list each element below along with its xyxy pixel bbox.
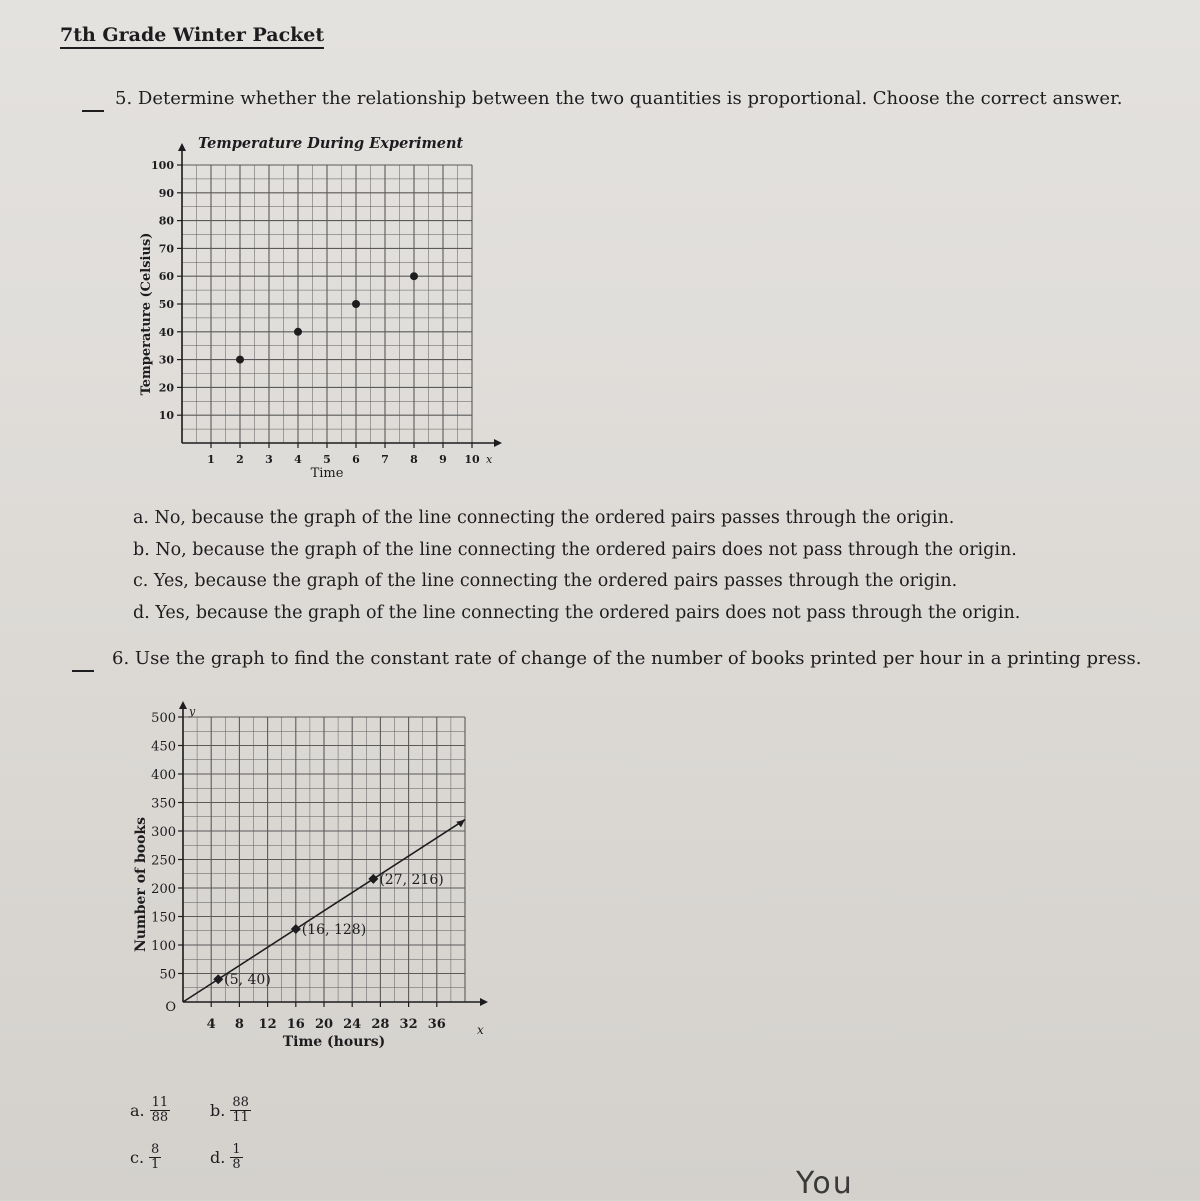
y-tick-label: O (165, 1000, 176, 1015)
y-tick-label: 250 (151, 853, 176, 869)
question-5-choices (133, 503, 1020, 629)
answer-blank-6[interactable] (72, 670, 94, 672)
x-axis-arrow-icon (480, 998, 488, 1006)
x-tick-label: 32 (399, 1017, 418, 1032)
x-axis-label: Time (310, 466, 344, 481)
x-tick-label: 24 (343, 1017, 362, 1032)
x-tick-label: 5 (323, 453, 331, 466)
choice-6c[interactable] (130, 1143, 161, 1172)
x-tick-label: 2 (236, 453, 244, 466)
x-axis-arrow-icon (494, 439, 502, 447)
x-tick-label: 8 (234, 1017, 244, 1032)
y-axis-label: Number of books (133, 816, 149, 953)
y-tick-label: 200 (151, 882, 176, 897)
y-tick-label: 450 (151, 739, 176, 755)
data-point (236, 356, 244, 364)
choice-6b-denominator: 11 (232, 1110, 249, 1125)
choice-6a-letter: a. (130, 1101, 145, 1120)
x-tick-label: 6 (352, 453, 360, 466)
data-point (291, 924, 301, 934)
data-point-label: (16, 128) (301, 922, 367, 939)
y-tick-label: 10 (158, 409, 174, 423)
x-tick-label: 10 (464, 453, 480, 466)
data-point (294, 328, 302, 336)
y-tick-label: 100 (151, 159, 174, 172)
choice-6b[interactable] (210, 1096, 251, 1125)
choice-6b-numerator: 88 (232, 1095, 249, 1110)
x-tick-label: 16 (286, 1017, 305, 1032)
y-tick-label: 400 (151, 768, 176, 783)
choice-6d-numerator: 1 (232, 1142, 241, 1157)
y-axis-letter: y (189, 705, 196, 718)
x-tick-label: 8 (410, 453, 418, 466)
choice-5d[interactable]: d. Yes, because the graph of the line connecting the ordered pairs does not pass through the origin. (133, 602, 1021, 623)
choice-6d-letter: d. (210, 1148, 226, 1167)
y-tick-label: 90 (158, 186, 174, 200)
y-tick-label: 50 (159, 967, 176, 983)
question-6-text: 6. Use the graph to find the constant rate of change of the number of books printed per hour in a printing press. (112, 648, 1142, 669)
choice-6a-numerator: 11 (151, 1095, 169, 1110)
x-tick-label: 36 (427, 1017, 446, 1032)
x-axis-letter: x (477, 1023, 484, 1037)
data-point (368, 874, 378, 884)
data-point-label: (5, 40) (224, 972, 271, 989)
y-axis-arrow-icon (179, 701, 187, 709)
y-tick-label: 60 (158, 270, 174, 284)
books-printed-chart (120, 695, 510, 1065)
choice-5a[interactable]: a. No, because the graph of the line connecting the ordered pairs passes through the origin. (133, 508, 955, 528)
choice-6c-numerator: 8 (151, 1142, 160, 1157)
data-point (410, 272, 418, 280)
x-tick-label: 28 (371, 1017, 390, 1032)
choice-6d-denominator: 8 (232, 1157, 241, 1172)
y-tick-label: 30 (158, 353, 174, 367)
y-tick-label: 70 (158, 242, 174, 256)
x-tick-label: 3 (265, 453, 273, 466)
handwritten-note: You (796, 1166, 854, 1201)
data-point (352, 300, 360, 308)
choice-5b[interactable]: b. No, because the graph of the line connecting the ordered pairs does not pass through the origin. (133, 539, 1017, 560)
question-5-text: 5. Determine whether the relationship between the two quantities is proportional. Choose the correct answer. (115, 88, 1123, 109)
x-tick-label: 12 (258, 1017, 277, 1032)
choice-6b-fraction (230, 1096, 251, 1125)
x-tick-label: 7 (381, 453, 389, 466)
choice-6d-fraction (230, 1143, 242, 1172)
temperature-chart (120, 130, 520, 490)
y-tick-label: 40 (158, 325, 174, 339)
answer-blank-5[interactable] (82, 110, 104, 112)
choice-6a-fraction (150, 1096, 171, 1125)
x-tick-label: 1 (207, 453, 215, 466)
x-tick-label: 20 (314, 1017, 334, 1032)
y-axis-label: Temperature (Celsius) (139, 232, 154, 396)
choice-6a-denominator: 88 (151, 1110, 169, 1125)
y-tick-label: 300 (151, 825, 176, 840)
choice-6b-letter: b. (210, 1101, 226, 1120)
data-point (213, 974, 223, 984)
y-tick-label: 50 (158, 298, 174, 311)
data-point-label: (27, 216) (379, 871, 444, 888)
y-tick-label: 350 (151, 796, 176, 812)
y-tick-label: 80 (158, 214, 174, 228)
packet-title: 7th Grade Winter Packet (60, 24, 324, 49)
y-axis-arrow-icon (178, 143, 186, 151)
x-axis-label: Time (hours) (282, 1034, 386, 1050)
choice-6c-denominator: 1 (151, 1157, 160, 1172)
y-tick-label: 20 (158, 381, 174, 395)
choice-5c[interactable]: c. Yes, because the graph of the line connecting the ordered pairs passes through the origin. (133, 571, 958, 591)
chart-title: Temperature During Experiment (198, 135, 464, 152)
choice-6c-fraction (149, 1143, 161, 1172)
choice-6c-letter: c. (130, 1148, 145, 1167)
y-tick-label: 500 (151, 711, 176, 726)
x-tick-label: 9 (439, 453, 447, 466)
y-tick-label: 100 (151, 939, 176, 954)
x-axis-letter: x (486, 453, 493, 466)
x-tick-label: 4 (206, 1017, 216, 1032)
x-tick-label: 4 (294, 453, 302, 466)
choice-6a[interactable] (130, 1096, 170, 1125)
choice-6d[interactable] (210, 1143, 243, 1172)
y-tick-label: 150 (151, 910, 176, 926)
